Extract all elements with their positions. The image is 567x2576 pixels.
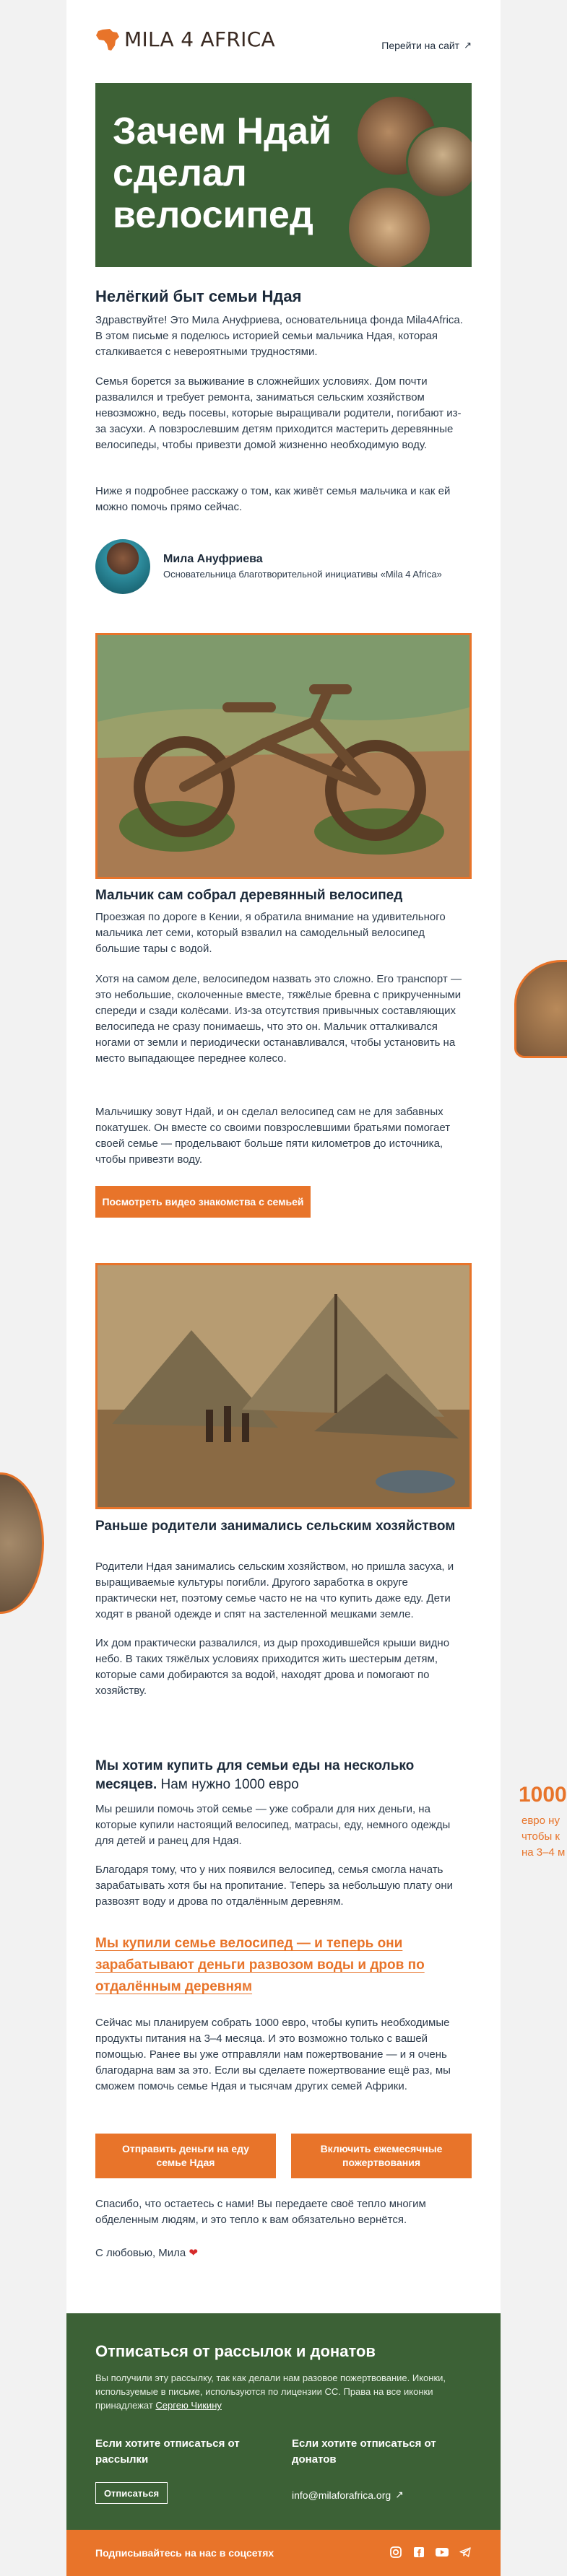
hero-title: Зачем Ндай сделал велосипед — [113, 110, 332, 236]
logo-text: MILA 4 AFRICA — [124, 27, 276, 51]
footer-title: Отписаться от рассылок и донатов — [95, 2342, 376, 2360]
social-label: Подписывайтесь на нас в соцсетях — [95, 2547, 274, 2559]
family-tents-image — [95, 1263, 472, 1509]
food-paragraph-3: Сейчас мы планируем собрать 1000 евро, чтобы купить необходимые продукты питания на 3–4 месяца. И это возможно только с вашей помощью. Ранее вы уже отправляли нам пожертвование — и я очень благодарна вам за это. Если вы сделаете пожертвование ещё раз, мы сможем помочь семье Ндая и тысячам других семей Африки. — [95, 2017, 451, 2092]
intro-paragraph-3: Ниже я подробнее расскажу о том, как живёт семья мальчика и как ей можно помочь прямо сейчас. — [95, 485, 451, 513]
side-amount: 1000 — [519, 1783, 567, 1807]
site-link[interactable] — [381, 40, 472, 51]
icon-author-link[interactable]: Сергею Чикину — [155, 2400, 222, 2411]
social-bar — [66, 2530, 501, 2576]
bike-paragraph-3: Мальчишку зовут Ндай, и он сделал велосипед сам не для забавных покатушек. Он вместе со своими повзрослевшими братьями помогает своей семье — продельвают больше пяти километров до источника, чтобы привезти воду. — [95, 1106, 451, 1166]
logo[interactable] — [95, 29, 275, 51]
farm-heading: Раньше родители занимались сельским хозяйством — [95, 1519, 456, 1534]
youtube-icon[interactable] — [436, 2546, 449, 2559]
monthly-donation-button[interactable]: Включить ежемесячные пожертвования — [291, 2134, 472, 2178]
unsubscribe-button[interactable]: Отписаться — [95, 2482, 168, 2504]
arrow-up-right-icon: ↗ — [464, 40, 472, 51]
side-photo-right — [514, 960, 567, 1058]
footer — [66, 2313, 501, 2530]
tents-illustration — [98, 1265, 469, 1507]
email-address: info@milaforafrica.org — [292, 2489, 391, 2501]
farm-paragraph-2: Их дом практически развалился, из дыр проходившейся крыши видно небо. В таких тяжёлых условиях приходится жить шестерым детям, которые сами добираются за водой, находят дрова и помогают по хозяйству. — [95, 1637, 450, 1697]
food-heading-amount: Нам нужно 1000 евро — [160, 1777, 299, 1792]
send-money-button[interactable]: Отправить деньги на еду семье Ндая — [95, 2134, 276, 2178]
thanks-text: Спасибо, что остаетесь с нами! Вы передаете своё тепло многим обделенным людям, и это тепло к вам обязательно вернётся. — [95, 2198, 426, 2226]
bike-paragraph-1: Проезжая по дороге в Кении, я обратила внимание на удивительного мальчика лет семи, который взвалил на самодельный велосипед большие тары с водой. — [95, 911, 446, 955]
email-column — [66, 0, 501, 2576]
food-paragraph-2: Благодаря тому, что у них появился велосипед, семья смогла начать зарабатывать хотя бы на пропитание. Теперь за небольшую плату они развозят воду и дрова по отдалённым деревням. — [95, 1864, 454, 1908]
site-link-label: Перейти на сайт — [381, 40, 460, 51]
signature-name: Мила Ануфриева — [163, 553, 263, 565]
heart-icon: ❤ — [189, 2247, 199, 2259]
unsubscribe-mail-title: Если хотите отписаться от рассылки — [95, 2437, 240, 2466]
africa-logo-icon — [95, 28, 120, 51]
farm-paragraph-1: Родители Ндая занимались сельским хозяйством, но пришла засуха, и выращиваемые культуры погибли. Другого заработка в округе практически нет, поэтому семье часто не на что купить даже еду. Дети ходят в рваной одежде и спят на застеленной мешками земле. — [95, 1560, 454, 1620]
watch-video-button[interactable]: Посмотреть видео знакомства с семьей — [95, 1186, 311, 1218]
side-photo-left — [0, 1472, 44, 1614]
signature — [95, 538, 442, 595]
bike-paragraph-2: Хотя на самом деле, велосипедом назвать это сложно. Его транспорт — это небольшие, сколоченные вместе, тяжёлые бревна с прикрученными спереди и сзади колёсами. Из-за отсутствия привычных составляющих велосипеда не сразу понимаешь, что это он. Мальчик отталкивался ногами от земли и периодически останавливался, чтобы установить на место выпадающее переднее колесо. — [95, 973, 462, 1065]
email-link[interactable] — [292, 2489, 404, 2501]
instagram-icon[interactable] — [389, 2546, 402, 2559]
footer-text: Вы получили эту рассылку, так как делали нам разовое пожертвование. Иконки, используемые в письме, используются по лицензии СС. Права на все иконки принадлежат Сергею Чикину — [95, 2372, 446, 2411]
arrow-up-right-icon: ↗ — [395, 2489, 404, 2500]
intro-heading: Нелёгкий быт семьи Ндая — [95, 287, 302, 305]
hero-banner — [95, 83, 472, 267]
closing: С любовью, Мила ❤ — [95, 2247, 199, 2259]
highlight-quote: Мы купили семье велосипед — и теперь они зарабатывают деньги развозом воды и дров по отдалённым деревням — [95, 1936, 425, 1994]
intro-paragraph-2: Семья борется за выживание в сложнейших условиях. Дом почти развалился и требует ремонта, заниматься сельским хозяйством невозможно, ведь посевы, которые выращивали родители, погибают из-за засухи. А повзрослевшим детям приходится мастерить деревянные велосипеды, чтобы привезти домой жизненно необходимую воду. — [95, 375, 462, 451]
side-caption: евро ну чтобы к на 3–4 м — [521, 1815, 566, 1859]
hero-photo-bike — [347, 185, 432, 267]
bike-heading: Мальчик сам собрал деревянный велосипед — [95, 888, 403, 903]
food-heading: Мы хотим купить для семьи еды на несколько месяцев. Нам нужно 1000 евро — [95, 1758, 415, 1792]
hero-photo-family — [406, 125, 472, 198]
facebook-icon[interactable] — [412, 2546, 425, 2559]
signature-role: Основательница благотворительной инициативы «Mila 4 Africa» — [163, 569, 442, 580]
unsubscribe-donations-title: Если хотите отписаться от донатов — [292, 2437, 436, 2466]
telegram-icon[interactable] — [459, 2546, 472, 2559]
avatar — [95, 539, 150, 594]
intro-paragraph-1: Здравствуйте! Это Мила Ануфриева, основательница фонда Mila4Africa. В этом письме я поделюсь историей семьи мальчика Ндая, которая сталкивается с невероятными трудностями. — [95, 314, 463, 358]
wooden-bike-illustration — [98, 635, 469, 877]
food-paragraph-1: Мы решили помочь этой семье — уже собрали для них деньги, на которые купили настоящий велосипед, матрасы, еду, немного одежды для детей и ранец для Ндая. — [95, 1803, 451, 1847]
wooden-bike-image — [95, 633, 472, 879]
